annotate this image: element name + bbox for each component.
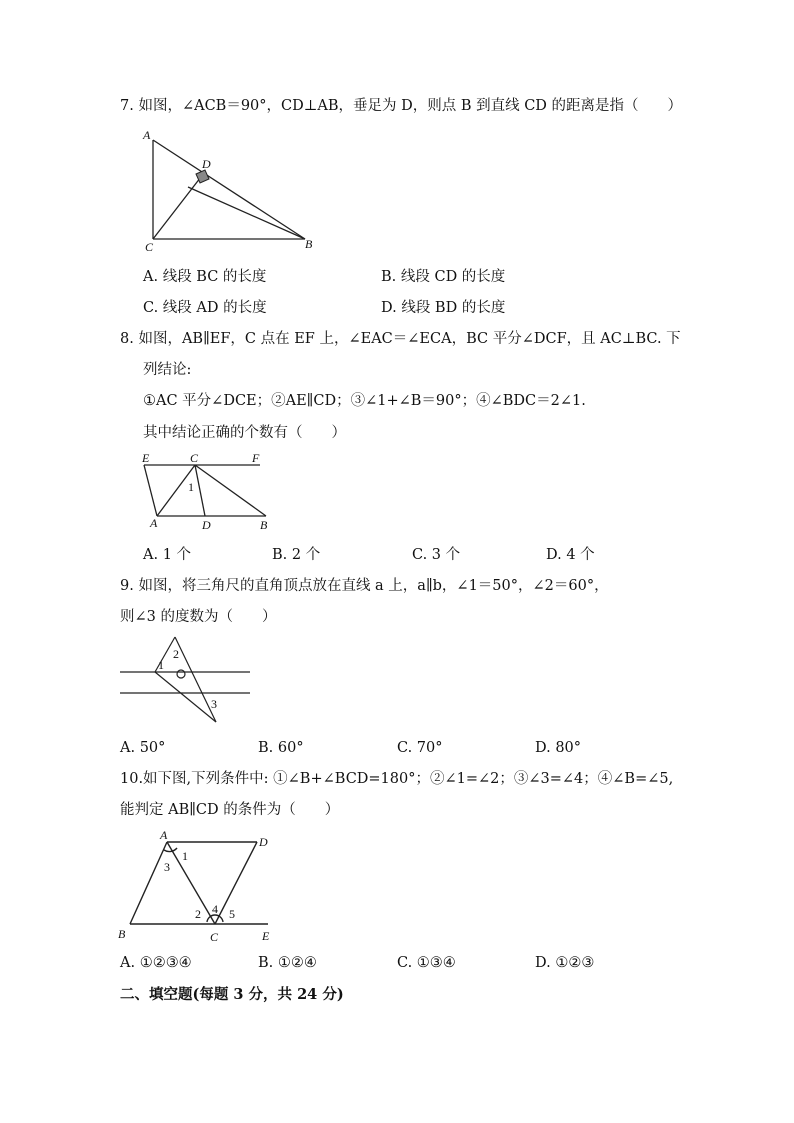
q10-label-e: E — [262, 929, 270, 943]
q10-line2: 能判定 AB∥CD 的条件为（ ） — [120, 802, 340, 818]
q8-option-c[interactable]: C. 3 个 — [412, 547, 461, 563]
q10-label-1: 1 — [182, 849, 188, 863]
q10-label-4: 4 — [212, 902, 218, 916]
q8-label-a: A — [150, 516, 158, 530]
q7-label-b: B — [305, 237, 313, 251]
q8-option-a[interactable]: A. 1 个 — [143, 547, 192, 563]
q10-label-a: A — [160, 828, 168, 842]
q10-figure — [112, 826, 282, 946]
q7-option-a[interactable]: A. 线段 BC 的长度 — [143, 269, 267, 285]
q10-label-3: 3 — [164, 860, 170, 874]
q7-text: 7. 如图，∠ACB＝90°，CD⊥AB，垂足为 D，则点 B 到直线 CD 的距离是指（ ） — [120, 98, 683, 114]
q10-label-2: 2 — [195, 907, 201, 921]
q9-label-2: 2 — [173, 647, 179, 661]
q8-label-f: F — [252, 451, 260, 465]
q7-figure — [138, 124, 323, 254]
q9-figure — [118, 632, 253, 727]
q10-label-5: 5 — [229, 907, 235, 921]
q9-label-3: 3 — [211, 697, 217, 711]
q10-label-b: B — [118, 927, 126, 941]
q7-option-d[interactable]: D. 线段 BD 的长度 — [381, 300, 506, 316]
q9-option-d[interactable]: D. 80° — [535, 740, 582, 756]
q7-label-c: C — [145, 240, 154, 254]
section-heading: 二、填空题(每题 3 分，共 24 分) — [120, 986, 344, 1003]
q10-option-a[interactable]: A. ①②③④ — [120, 955, 192, 971]
q8-line4: 其中结论正确的个数有（ ） — [143, 425, 346, 441]
q8-option-d[interactable]: D. 4 个 — [546, 547, 595, 563]
q8-figure — [138, 449, 278, 533]
q8-line2: 列结论: — [143, 362, 192, 378]
q10-line1: 10.如下图,下列条件中: ①∠B+∠BCD=180°；②∠1=∠2；③∠3=∠4；④∠B=∠5, — [120, 771, 674, 787]
q9-option-a[interactable]: A. 50° — [120, 740, 166, 756]
q10-option-c[interactable]: C. ①③④ — [397, 955, 456, 971]
q7-label-d: D — [202, 157, 211, 171]
q7-option-c[interactable]: C. 线段 AD 的长度 — [143, 300, 267, 316]
q8-line3: ①AC 平分∠DCE；②AE∥CD；③∠1+∠B＝90°；④∠BDC＝2∠1. — [143, 393, 586, 409]
q9-option-c[interactable]: C. 70° — [397, 740, 443, 756]
q10-option-d[interactable]: D. ①②③ — [535, 955, 595, 971]
q8-label-e: E — [142, 451, 150, 465]
q7-label-a: A — [143, 128, 151, 142]
q7-option-b[interactable]: B. 线段 CD 的长度 — [381, 269, 506, 285]
q8-option-b[interactable]: B. 2 个 — [272, 547, 321, 563]
q9-line1: 9. 如图，将三角尺的直角顶点放在直线 a 上，a∥b，∠1＝50°，∠2＝60°， — [120, 578, 609, 594]
q9-label-1: 1 — [158, 658, 164, 672]
q8-label-d: D — [202, 518, 211, 532]
q8-line1: 8. 如图，AB∥EF，C 点在 EF 上，∠EAC＝∠ECA，BC 平分∠DCF，且 AC⊥BC. 下 — [120, 331, 681, 347]
q8-label-c: C — [190, 451, 199, 465]
q8-label-b: B — [260, 518, 268, 532]
q10-label-d: D — [259, 835, 268, 849]
q9-option-b[interactable]: B. 60° — [258, 740, 304, 756]
q10-option-b[interactable]: B. ①②④ — [258, 955, 317, 971]
q10-label-c: C — [210, 930, 219, 944]
q9-line2: 则∠3 的度数为（ ） — [120, 609, 277, 625]
q8-label-1: 1 — [188, 480, 194, 494]
